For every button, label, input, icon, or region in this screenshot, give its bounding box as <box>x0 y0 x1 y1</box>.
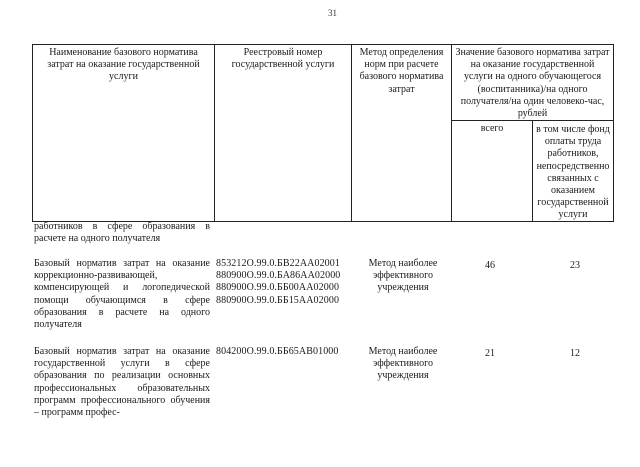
row-2-code-1: 804200О.99.0.ББ65АВ01000 <box>216 346 339 357</box>
header-col-including <box>532 120 614 222</box>
row-2-codes <box>216 346 354 358</box>
header-col-total-text: всего <box>480 123 504 134</box>
header-col-method <box>351 44 452 222</box>
header-col-name-text: Наименование базового норматива затрат на оказание государственной услуги <box>47 47 200 83</box>
row-1-codes <box>216 258 354 307</box>
row-2-including: 12 <box>570 348 580 359</box>
header-col-registry <box>214 44 352 222</box>
row-2-method: Метод наиболее эффективного учреждения <box>368 346 438 382</box>
row-1-code-1: 853212О.99.0.БВ22АА02001 <box>216 258 340 269</box>
row-1-method: Метод наиболее эффективного учреждения <box>368 258 438 294</box>
page-number: 31 <box>328 8 337 18</box>
header-col-value <box>451 44 614 121</box>
row-1-code-2: 880900О.99.0.БА86АА02000 <box>216 270 341 282</box>
header-col-method-text: Метод определения норм при расчете базового норматива затрат <box>359 47 444 95</box>
header-col-including-text: в том числе фонд оплаты труда работников, непосредственно связанных с оказанием государственной услуги <box>536 124 610 221</box>
header-col-value-text: Значение базового норматива затрат на оказание государственной услуги на одного обучающегося (воспитанника)/на одного получателя/на один человеко-час, рублей <box>455 47 610 119</box>
row-1-name: Базовый норматив затрат на оказание коррекционно-развивающей, компенсирующей и логопедической помощи обучающимся в сфере образования в расчете на одного получателя <box>34 258 210 330</box>
row-1-code-4: 880900О.99.0.ББ15АА02000 <box>216 294 340 306</box>
row-1-total: 46 <box>485 260 495 271</box>
row-1-code-3: 880900О.99.0.ББ00АА02000 <box>216 282 340 294</box>
header-col-total <box>451 120 533 222</box>
row-2-name: Базовый норматив затрат на оказание государственной услуги в сфере образования по реализации основных профессиональных образовательных программ профессионального обучения – программ профес- <box>34 346 210 418</box>
header-col-name <box>32 44 215 222</box>
row-0-name: работников в сфере образования в расчете на одного получателя <box>34 221 210 245</box>
header-col-registry-text: Реестровый номер государственной услуги <box>231 47 335 71</box>
row-1-including: 23 <box>570 260 580 271</box>
row-2-total: 21 <box>485 348 495 359</box>
